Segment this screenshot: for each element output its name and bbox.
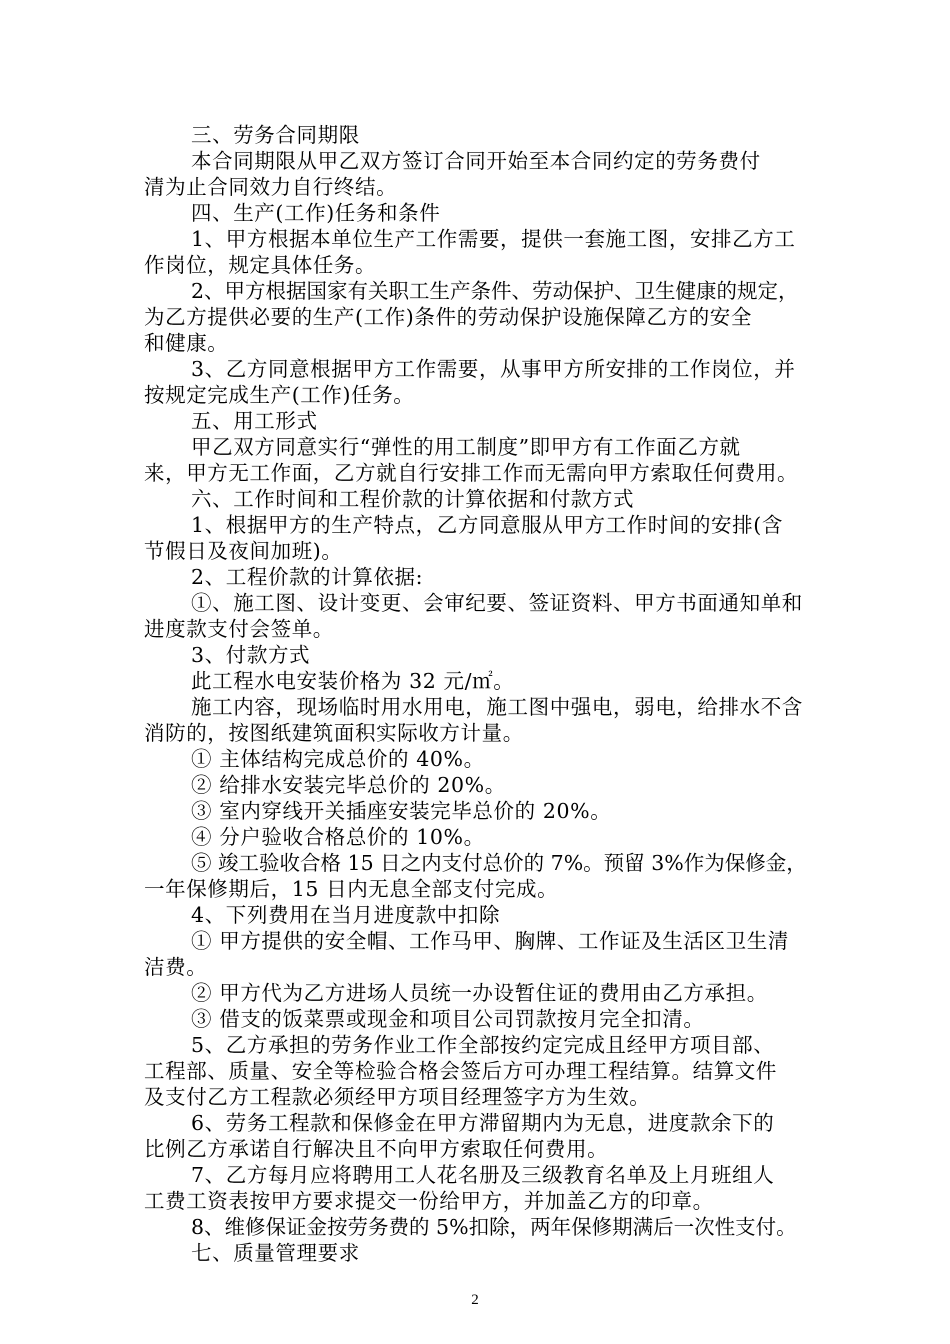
paragraph-line: 3、乙方同意根据甲方工作需要，从事甲方所安排的工作岗位，并: [191, 357, 796, 381]
paragraph-line: 节假日及夜间加班)。: [144, 539, 343, 563]
paragraph-line: 一年保修期后，15 日内无息全部支付完成。: [144, 877, 559, 901]
paragraph-line: 消防的，按图纸建筑面积实际收方计量。: [144, 721, 524, 745]
paragraph-line: 8、维修保证金按劳务费的 5%扣除，两年保修期满后一次性支付。: [191, 1215, 797, 1239]
paragraph-line: 作岗位，规定具体任务。: [144, 253, 377, 277]
page-number: 2: [471, 1292, 479, 1308]
paragraph-line: 5、乙方承担的劳务作业工作全部按约定完成且经甲方项目部、: [191, 1033, 775, 1057]
paragraph-line: 来，甲方无工作面，乙方就自行安排工作而无需向甲方索取任何费用。: [144, 461, 799, 485]
paragraph-line: 清为止合同效力自行终结。: [144, 175, 398, 199]
section-heading-7: 七、质量管理要求: [191, 1241, 360, 1265]
paragraph-line: 比例乙方承诺自行解决且不向甲方索取任何费用。: [144, 1137, 609, 1161]
paragraph-line: 工费工资表按甲方要求提交一份给甲方，并加盖乙方的印章。: [144, 1189, 714, 1213]
paragraph-line: ① 甲方提供的安全帽、工作马甲、胸牌、工作证及生活区卫生清: [191, 929, 789, 953]
paragraph-line: 本合同期限从甲乙双方签订合同开始至本合同约定的劳务费付: [191, 149, 761, 173]
paragraph-line: ① 主体结构完成总价的 40%。: [191, 747, 485, 771]
section-heading-6: 六、工作时间和工程价款的计算依据和付款方式: [191, 487, 635, 511]
paragraph-line: 4、下列费用在当月进度款中扣除: [191, 903, 501, 927]
paragraph-line: 为乙方提供必要的生产(工作)条件的劳动保护设施保障乙方的安全: [144, 305, 752, 329]
paragraph-line: 和健康。: [144, 331, 229, 355]
section-heading-4: 四、生产(工作)任务和条件: [191, 201, 441, 225]
paragraph-line: 6、劳务工程款和保修金在甲方滞留期内为无息，进度款余下的: [191, 1111, 775, 1135]
paragraph-line: ② 甲方代为乙方进场人员统一办设暂住证的费用由乙方承担。: [191, 981, 768, 1005]
paragraph-line: 1、甲方根据本单位生产工作需要，提供一套施工图，安排乙方工: [191, 227, 796, 251]
section-heading-5: 五、用工形式: [191, 409, 318, 433]
paragraph-line: ③ 室内穿线开关插座安装完毕总价的 20%。: [191, 799, 612, 823]
paragraph-line: 甲乙双方同意实行“弹性的用工制度”即甲方有工作面乙方就: [191, 435, 741, 459]
paragraph-line: ①、施工图、设计变更、会审纪要、签证资料、甲方书面通知单和: [191, 591, 803, 615]
paragraph-line: ⑤ 竣工验收合格 15 日之内支付总价的 7%。预留 3%作为保修金，: [191, 851, 807, 875]
paragraph-line: 1、根据甲方的生产特点，乙方同意服从甲方工作时间的安排(含: [191, 513, 783, 537]
paragraph-line: ② 给排水安装完毕总价的 20%。: [191, 773, 506, 797]
paragraph-line: ③ 借支的饭菜票或现金和项目公司罚款按月完全扣清。: [191, 1007, 705, 1031]
paragraph-line: 2、甲方根据国家有关职工生产条件、劳动保护、卫生健康的规定，: [191, 279, 799, 303]
paragraph-line: 2、工程价款的计算依据:: [191, 565, 424, 589]
paragraph-line: 此工程水电安装价格为 32 元/㎡。: [191, 669, 515, 693]
paragraph-line: 洁费。: [144, 955, 208, 979]
paragraph-line: 工程部、质量、安全等检验合格会签后方可办理工程结算。结算文件: [144, 1059, 777, 1083]
section-heading-3: 三、劳务合同期限: [191, 123, 360, 147]
paragraph-line: 施工内容，现场临时用水用电，施工图中强电，弱电，给排水不含: [191, 695, 803, 719]
paragraph-line: 按规定完成生产(工作)任务。: [144, 383, 415, 407]
paragraph-line: 7、乙方每月应将聘用工人花名册及三级教育名单及上月班组人: [191, 1163, 775, 1187]
paragraph-line: 进度款支付会签单。: [144, 617, 334, 641]
paragraph-line: 及支付乙方工程款必须经甲方项目经理签字方为生效。: [144, 1085, 651, 1109]
paragraph-line: ④ 分户验收合格总价的 10%。: [191, 825, 485, 849]
paragraph-line: 3、付款方式: [191, 643, 311, 667]
